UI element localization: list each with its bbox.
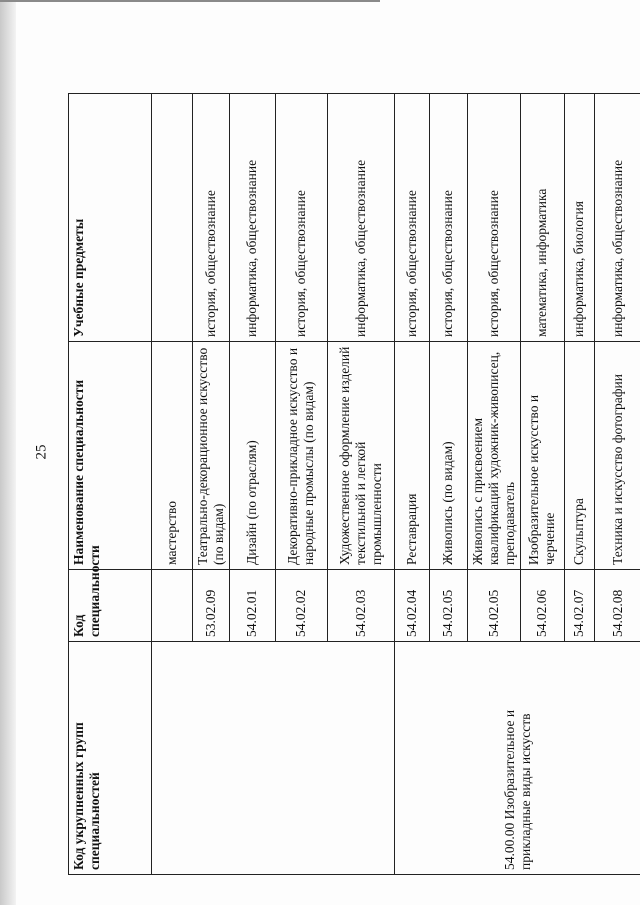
specialty-code: 54.02.06 [520, 569, 564, 641]
specialty-name: Живопись с присвоением квалификаций художник-живописец, преподаватель [467, 341, 520, 569]
specialty-code: 54.02.07 [564, 569, 594, 641]
subjects: математика, информатика [520, 93, 564, 341]
specialty-code: 54.02.04 [394, 569, 429, 641]
specialty-name: Художественное оформление изделий текстильной и легкой промышленности [327, 341, 394, 569]
group-cell-upper [151, 641, 394, 874]
table-row [394, 93, 429, 874]
specialty-name: Дизайн (по отраслям) [229, 341, 275, 569]
specialty-code: 54.02.02 [275, 569, 327, 641]
subjects: история, обществознание [192, 93, 229, 341]
specialty-name: мастерство [151, 341, 192, 569]
header-specialty-code: Код специальности [68, 569, 151, 641]
subjects: информатика, обществознание [594, 93, 640, 341]
table-row [151, 93, 192, 874]
subjects: история, обществознание [394, 93, 429, 341]
header-specialty-name: Наименование специальности [68, 341, 151, 569]
subjects: история, обществознание [275, 93, 327, 341]
specialty-code: 54.02.08 [594, 569, 640, 641]
subjects: история, обществознание [467, 93, 520, 341]
group-label-cell: 54.00.00 Изобразительное и прикладные виды искусств [394, 641, 640, 874]
header-subjects: Учебные предметы [68, 93, 151, 341]
specialty-name: Живопись (по видам) [429, 341, 467, 569]
table-header-row [68, 93, 151, 874]
specialty-code [151, 569, 192, 641]
page-number: 25 [33, 444, 50, 460]
subjects: информатика, биология [564, 93, 594, 341]
specialties-table [68, 93, 640, 875]
specialty-code: 54.02.03 [327, 569, 394, 641]
rotated-table-container [68, 94, 625, 875]
header-group-code: Код укрупненных групп специальностей [68, 641, 151, 874]
subjects [151, 93, 192, 341]
subjects: информатика, обществознание [229, 93, 275, 341]
specialty-name: Реставрация [394, 341, 429, 569]
specialty-code: 54.02.05 [467, 569, 520, 641]
scan-top-line [0, 0, 380, 2]
specialty-code: 54.02.05 [429, 569, 467, 641]
scan-shadow-edge [0, 0, 16, 905]
subjects: история, обществознание [429, 93, 467, 341]
specialty-name: Техника и искусство фотографии [594, 341, 640, 569]
specialty-name: Изобразительное искусство и черчение [520, 341, 564, 569]
specialty-name: Скульптура [564, 341, 594, 569]
specialty-code: 53.02.09 [192, 569, 229, 641]
specialty-code: 54.02.01 [229, 569, 275, 641]
specialty-name: Декоративно-прикладное искусство и народные промыслы (по видам) [275, 341, 327, 569]
subjects: информатика, обществознание [327, 93, 394, 341]
specialty-name: Театрально-декорационное искусство (по видам) [192, 341, 229, 569]
